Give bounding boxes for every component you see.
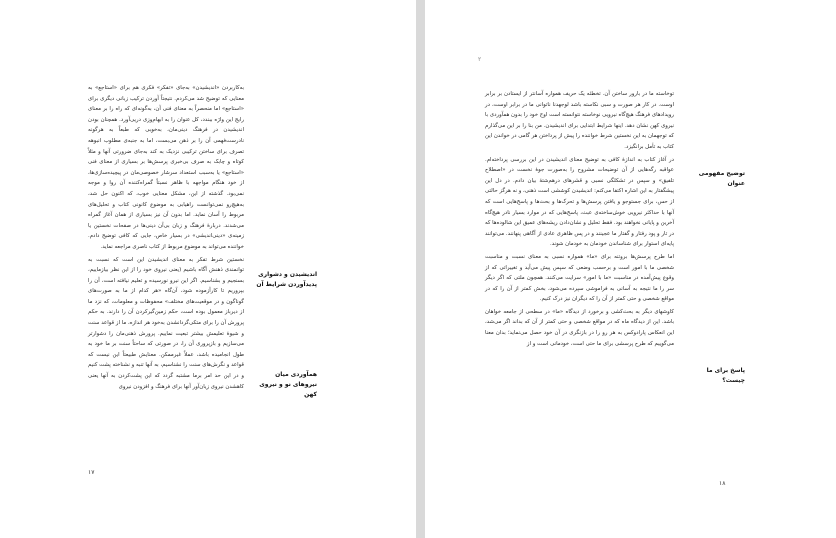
right-paragraph-4: کاوشهای دیگر به بحث‌کشی و برخورد از دیدگاه «ما» در سطحی از جامعه خواهان باشد. این از دیدگاه ماه که در مواقع شخصی و حتی کمتر از آن که بداند اگر می‌شد، این انعکاس پارادوکس به هر رو را در بازنگری در آن خود حصل می‌نماید؛ بدان معنا می‌گوییم که طرح پرسشی برای ما حتی است، خودمانی است و از [485, 308, 674, 347]
right-body-column [485, 89, 674, 349]
right-side-heading-1: توضیح مفهومی عنوان [698, 170, 745, 187]
left-side-heading-2: همآوردی میان نیروهای نو و نیروی کهن [259, 371, 317, 398]
right-paragraph-3: اما طرح پرسش‌ها بروتنه برای «ما» همواره نسبی به معنای نسبت و مناسبت شخصی ما با امور است و برحسب وضعی که سپس پیش می‌آید و تغییراتی که از وقوع پیش‌آمده در مناسبت «ما با امور» سرایت می‌کنند. همچون ملتی که اگر دیگر سر را ما نتیجه به آسانی به فراموشی سپرده می‌شود، بخش کمتر از آن را که در مواقع شخصی و حتی کمتر از آن را که دیگران نیز درک کنیم. [485, 253, 674, 303]
left-page-number: ۱۷ [88, 469, 95, 476]
left-paragraph-2: نخستین شرط تفکر به معنای اندیشیدن این است که نسبت به توانمندی ذهنش آگاه باشیم (یعنی نیروی خود را از این نظر بیازماییم، بسنجیم و بشناسیم. اگر این نیرو نورسیده و تعلیم نیافته است، آن را بپروریم تا کارآزموده شود، آن‌گاه «هر کدام از ما به صورت‌های گوناگون و در موقعیت‌های مختلف» محفوظات و معلومات، که نزد ما از دیرباز معمول بوده است، حکم زمین‌گیرکردن آن را دارند. به حکم پرورش آن را برای متکی‌گردانشدن به‌خود هر اندازه، ما از قواعد سنت و شیوهٔ تعلیمش بیشتر تبعیت نماییم. پرورش ذهنی‌مان را دشوارتر می‌سازیم و بازپروری آن را، در صورتی که ساحتاً سنت بر ما خود به طول انجامیده باشد، عملاً غیرممکن. معنایش طبیعتاً این نیست که قواعد و نگرش‌های سنت را نشناسیم، به آنها تنبه و نشناخته پشت کنیم و در این حد امر برما مشتبه گردد که این پشت‌کردن به آنها یعنی کاهشدن نیروی زیان‌آور آنها برای فرهنگ و افزودن نیروی [88, 256, 244, 390]
left-page [0, 0, 416, 538]
right-page [425, 0, 836, 538]
right-page-number: ۱۸ [719, 480, 726, 487]
right-paragraph-1: توخاسته ما در بارور ساختن آن. تخطئه یک حریف همواره آسانتر از ایستادن بر برابر اوست. در کار هر صورت و سبی نکاسته باشد لوجهدنا ناتوانی ما در برابر اوست، در رویدادهای فرهنگ هیچ‌گاه نیرویی نوخاسته نتوانسته است اوج خود را بدون همآوردی با نیروی کهن نشان دهد. اینها شرایط ابتدایی برای اندیشیدن. من بنا را بر این می‌گذارم که توجهمان به این نخستین شرط خواننده را پیش از پرداختن هر گامی در خواندن این کتاب به تأمل برانگیزد. [485, 91, 674, 150]
right-side-heading-2: پاسخ برای ما چیست؟ [706, 367, 745, 384]
left-side-heading-1: اندیشیدن و دشواری پدیدآوردن شرایط آن [256, 271, 317, 288]
right-top-mark: ۲ [478, 56, 482, 63]
left-paragraph-1: به‌کاربردن «اندیشیدن» به‌جای «تفکر» فکری هم برای «استاجع» به معنایی که توضیح شد می‌کردم. نتیجتاً آوردن ترکیب زبانی دیگری برای «استاجع» اما منحصراً به معنای فنی آن، به‌گونه‌ای که راه را بر معنای رایج این واژه ببندد، کل عنوان را به ابهام‌وزی دریی‌آورد. همچنان بودن اندیشیدن در فرهنگ دینی‌مان، به‌خوبی که طبعاً به هرگونه نادرست‌فهمی آن را بر ذهن می‌بست، اما به جنبه‌ی مطلوب انبوهه تصرف برای ساختن ترکیبی نزدیک به کند به‌جای ضرورتی آنها و مثلاً کوتاه و چابک به صرف بی‌خبری پرسش‌ها بر بسیاری از معنای فنی «استاجع» یا به‌سبب استعداد سرشار خصوصی‌مان در پیچیده‌سازی‌ها، از خود هنگام مواجهه با ظاهر نسبتاً گمراه‌کننده آن روا و موجه نمی‌بود. گذشته از این، مشکل معنایی خوب، که اکنون حل شد، به‌هیچ‌رو نمی‌توانست راهیابی به موضوع کانونی کتاب و تحلیل‌های مربوط را آسان نماید. اما بدون آن نیز بسیاری از همان آغاز گمراه می‌شدند. دربارهٔ فرهنگ و زبان بی‌آن دینی‌ها در صفحات نخستین یا زمینه‌ی «دینی‌اندیشی» در بسیار خاص، جایی که کافی توضیح دادم. خواننده می‌تواند به موضوع مربوط از کتاب ناصری مراجعه نماید. [88, 85, 244, 250]
right-paragraph-2: در آغاز کتاب به اندازهٔ کافی به توضیح معنای اندیشیدن در این بررسی پرداخته‌ام. عواقبه رگه‌هایی از آن توضیحات مشروح را به‌صورت جوهٔ نخست در «اصطلاح تلفیق» و سپس در تشکلگی نسبی و قشرهای درهم‌شتهٔ بیان دادم. در دل این پیشگفتار به این اشاره اکتفا می‌کنم: اندیشیدن کوششی است ذهنی، و نه هرگز حالتی از حس، برای جستوجو و یافتن پرسش‌ها و تحرک‌ها و بحث‌ها و پاسخ‌هایی است که آنها با حداکثر نیرویی خوش‌ساخته‌ی عبث، پاسخ‌هایی که در موارد بسیار نادر هیچ‌گاه آخرین و پایانی نخواهند بود. فقط تحلیل و نشان‌دادن ریشه‌های عمیق این شالوده‌ها که در تار و پود رفتار و گفتار ما عجینند و در پس ظاهری عادی از آگاهی پنهانند. می‌توانند پایه‌ای استوار برای شناساندن خودمان به خودمان شوند. [484, 156, 674, 248]
left-body-column [88, 83, 244, 392]
